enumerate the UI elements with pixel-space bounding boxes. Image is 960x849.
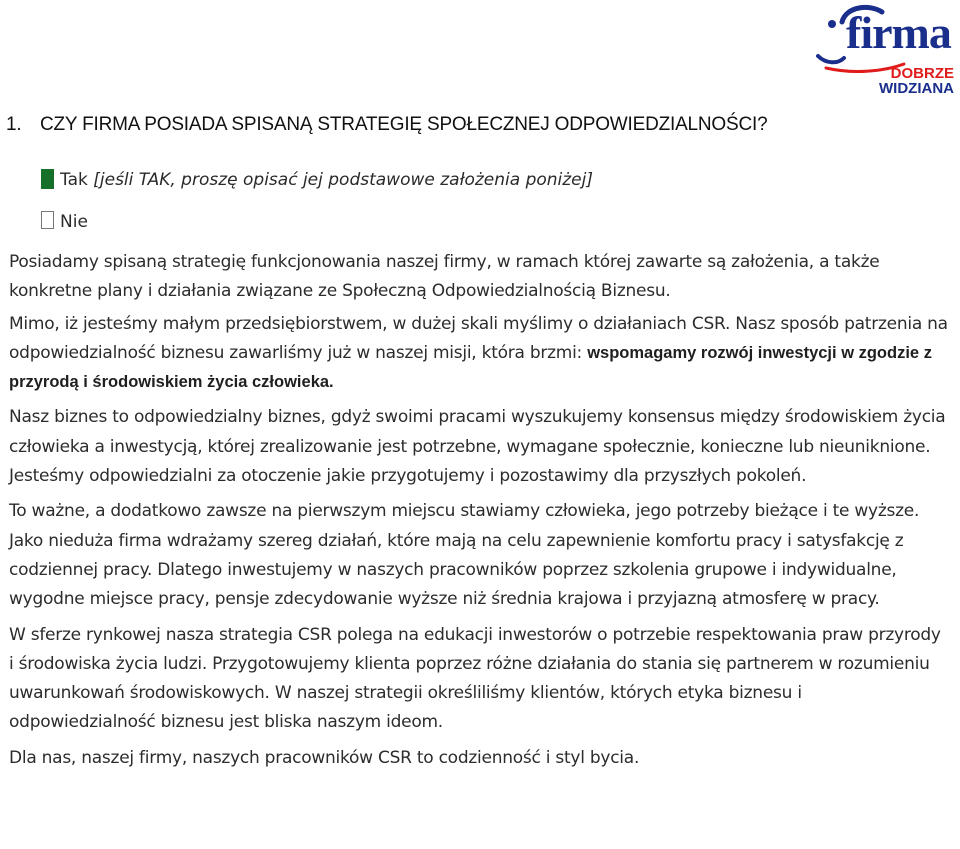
question-text: CZY FIRMA POSIADA SPISANĄ STRATEGIĘ SPOŁECZNEJ ODPOWIEDZIALNOŚCI?	[40, 114, 768, 135]
paragraph-4: To ważne, a dodatkowo zawsze na pierwszym miejscu stawiamy człowieka, jego potrzeby bieżące i te wyższe. Jako nieduża firma wdrażamy szereg działań, które mają na celu zapewnienie komfortu pracy i satysfakcję z codziennej pracy. Dlatego inwestujemy w naszych pracowników poprzez szkolenia grupowe i indywidualne, wygodne miejsce pracy, pensje zdecydowanie wyższe niż średnia krajowa i przyjazną atmosferę w pracy.	[9, 501, 920, 610]
option-yes-label: Tak	[60, 170, 88, 190]
paragraph-2	[9, 310, 949, 398]
question-heading	[6, 114, 767, 136]
logo-tagline-bottom: WIDZIANA	[879, 80, 954, 97]
checked-checkbox-icon	[41, 169, 54, 189]
option-yes-hint: [jeśli TAK, proszę opisać jej podstawowe założenia poniżej]	[93, 170, 593, 190]
question-number: 1.	[6, 114, 22, 135]
firma-dobrze-widziana-logo	[812, 2, 958, 96]
logo-tagline	[879, 66, 954, 96]
paragraph-6: Dla nas, naszej firmy, naszych pracowników CSR to codzienność i styl bycia.	[9, 747, 640, 768]
mission-statement: wspomagamy rozwój inwestycji w zgodzie z przyrodą i środowiskiem życia człowieka.	[9, 343, 932, 392]
logo-wordmark: firma	[846, 7, 951, 58]
paragraph-2-text: Mimo, iż jesteśmy małym przedsiębiorstwem, w dużej skali myślimy o działaniach CSR. Nasz sposób patrzenia na odpowiedzialność biznesu zawarliśmy już w naszej misji, która brzmi:	[9, 313, 948, 363]
paragraph-5: W sferze rynkowej nasza strategia CSR polega na edukacji inwestorów o potrzebie respektowania praw przyrody i środowiska życia ludzi. Przygotowujemy klienta poprzez różne działania do stania się partnerem w rozumieniu uwarunkowań środowiskowych. W naszej strategii określiliśmy klientów, których etyka biznesu i odpowiedzialność biznesu jest bliska naszym ideom.	[9, 624, 941, 733]
empty-checkbox-icon	[41, 211, 54, 229]
logo-tagline-top: DOBRZE	[890, 65, 954, 82]
paragraph-1: Posiadamy spisaną strategię funkcjonowania naszej firmy, w ramach której zawarte są założenia, a także konkretne plany i działania związane ze Społeczną Odpowiedzialnością Biznesu.	[9, 252, 880, 302]
option-no	[41, 211, 88, 232]
strategy-description	[9, 248, 949, 779]
option-yes	[41, 169, 593, 190]
option-no-label: Nie	[60, 212, 88, 232]
paragraph-3: Nasz biznes to odpowiedzialny biznes, gdyż swoimi pracami wyszukujemy konsensus między środowiskiem życia człowieka a inwestycją, której zrealizowanie jest potrzebne, wymagane społecznie, konieczne lub nieuniknione. Jesteśmy odpowiedzialni za otoczenie jakie przygotujemy i pozostawimy dla przyszłych pokoleń.	[9, 407, 946, 487]
